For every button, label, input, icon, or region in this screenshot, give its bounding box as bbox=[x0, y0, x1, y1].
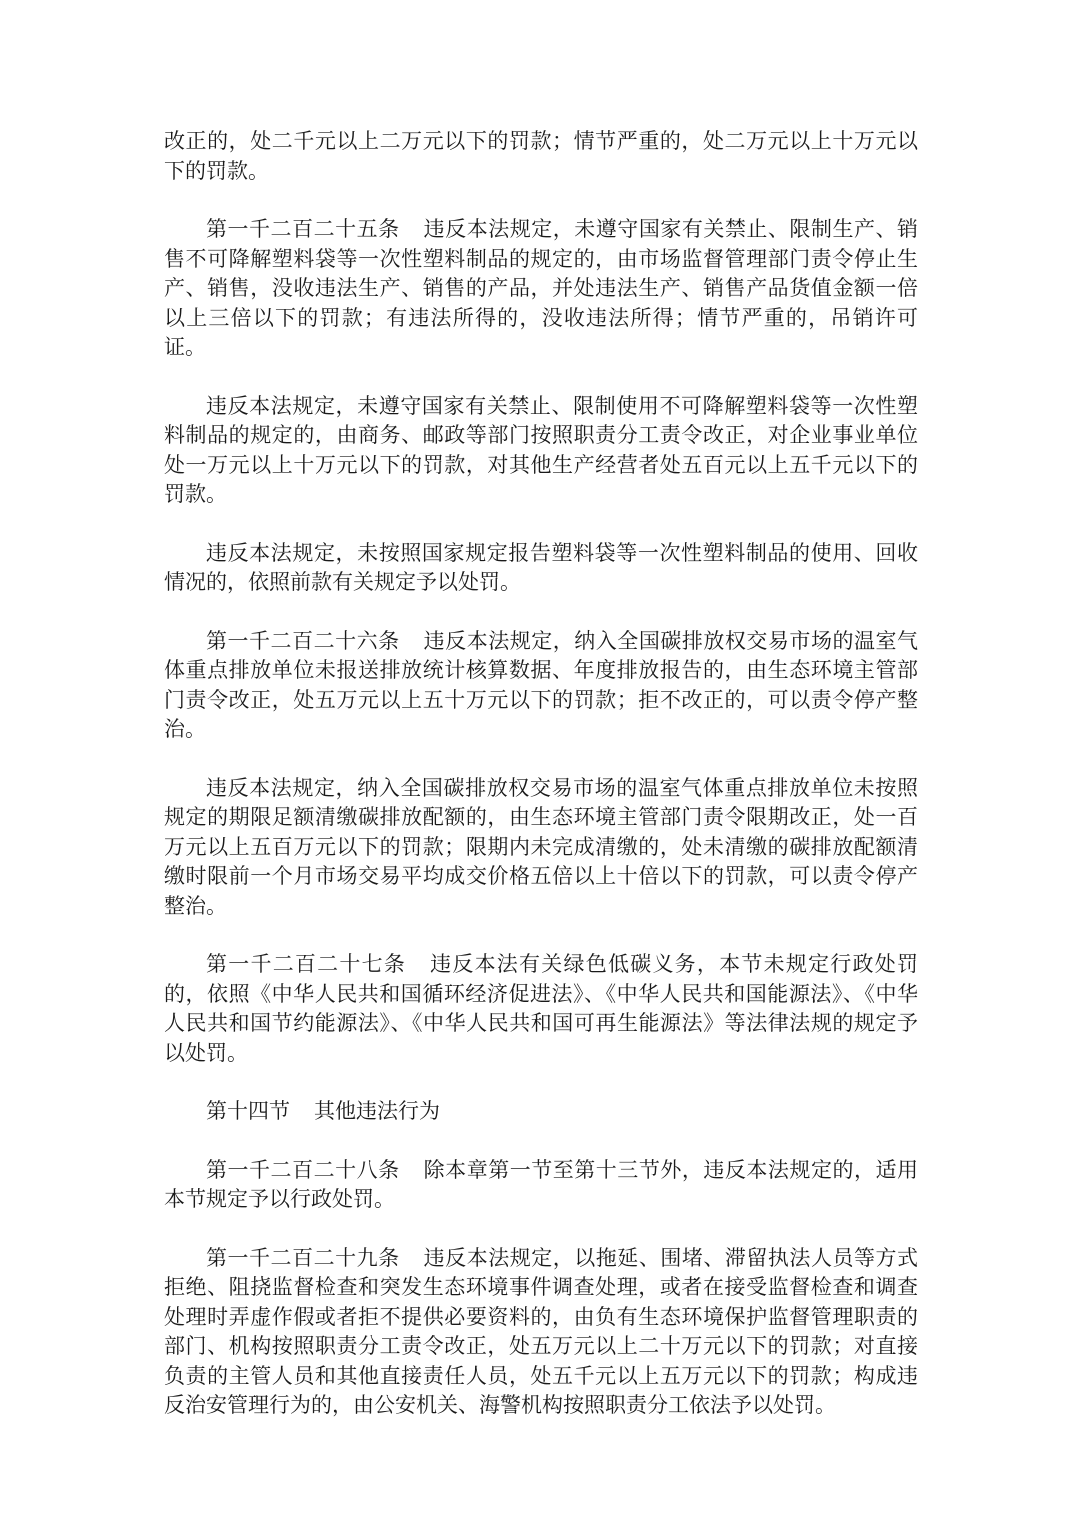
article-number: 第一千二百二十五条 bbox=[206, 217, 400, 241]
paragraph-text: 违反本法规定，以拖延、围堵、滞留执法人员等方式拒绝、阻挠监督检查和突发生态环境事件调查处理，或者在接受监督检查和调查处理时弄虚作假或者拒不提供必要资料的，由负有生态环境保护监督管理职责的部门、机构按照职责分工责令改正，处五万元以上二十万元以下的罚款；对直接负责的主管人员和其他直接责任人员，处五千元以上五万元以下的罚款；构成违反治安管理行为的，由公安机关、海警机构按照职责分工依法予以处罚。 bbox=[164, 1245, 919, 1417]
article-number: 第一千二百二十八条 bbox=[206, 1157, 400, 1182]
paragraph-text: 违反本法规定，未按照国家规定报告塑料袋等一次性塑料制品的使用、回收情况的，依照前款有关规定予以处罚。 bbox=[164, 540, 918, 594]
article-1225-para-2 bbox=[164, 392, 918, 510]
article-1228 bbox=[164, 1156, 918, 1215]
paragraph-text: 违反本法规定，未遵守国家有关禁止、限制使用不可降解塑料袋等一次性塑料制品的规定的，由商务、邮政等部门按照职责分工责令改正，对企业事业单位处一万元以上十万元以下的罚款，对其他生产经营者处五百元以上五千元以下的罚款。 bbox=[164, 393, 918, 506]
paragraph-text: 违反本法规定，纳入全国碳排放权交易市场的温室气体重点排放单位未按照规定的期限足额清缴碳排放配额的，由生态环境主管部门责令限期改正，处一百万元以上五百万元以下的罚款；限期内未完成清缴的，处未清缴的碳排放配额清缴时限前一个月市场交易平均成交价格五倍以上十倍以下的罚款，可以责令停产整治。 bbox=[164, 775, 918, 918]
document-body bbox=[164, 127, 918, 1450]
paragraph-text: 违反本法规定，纳入全国碳排放权交易市场的温室气体重点排放单位未报送排放统计核算数据、年度排放报告的，由生态环境主管部门责令改正，处五万元以上五十万元以下的罚款；拒不改正的，可以责令停产整治。 bbox=[164, 628, 919, 741]
article-number: 第一千二百二十六条 bbox=[206, 628, 400, 653]
article-1227 bbox=[164, 950, 918, 1068]
article-1225-para-3 bbox=[164, 539, 918, 598]
article-1226-para-2 bbox=[164, 774, 918, 922]
article-number: 第一千二百二十七条 bbox=[206, 952, 407, 976]
section-heading bbox=[164, 1097, 918, 1127]
article-1229 bbox=[164, 1244, 918, 1421]
section-title: 其他违法行为 bbox=[314, 1099, 440, 1123]
paragraph-continuation bbox=[164, 127, 918, 186]
article-1226 bbox=[164, 627, 918, 745]
section-number: 第十四节 bbox=[206, 1099, 290, 1123]
article-number: 第一千二百二十九条 bbox=[206, 1245, 400, 1270]
paragraph-text: 改正的，处二千元以上二万元以下的罚款；情节严重的，处二万元以上十万元以下的罚款。 bbox=[164, 129, 918, 183]
paragraph-text: 违反本法规定，未遵守国家有关禁止、限制生产、销售不可降解塑料袋等一次性塑料制品的规定的，由市场监督管理部门责令停止生产、销售，没收违法生产、销售的产品，并处违法生产、销售产品货值金额一倍以上三倍以下的罚款；有违法所得的，没收违法所得；情节严重的，吊销许可证。 bbox=[164, 217, 919, 359]
paragraph-text: 违反本法有关绿色低碳义务，本节未规定行政处罚的，依照《中华人民共和国循环经济促进法》、《中华人民共和国能源法》、《中华人民共和国节约能源法》、《中华人民共和国可再生能源法》等法律法规的规定予以处罚。 bbox=[164, 952, 919, 1065]
article-1225 bbox=[164, 215, 918, 363]
paragraph-text: 除本章第一节至第十三节外，违反本法规定的，适用本节规定予以行政处罚。 bbox=[164, 1157, 919, 1211]
